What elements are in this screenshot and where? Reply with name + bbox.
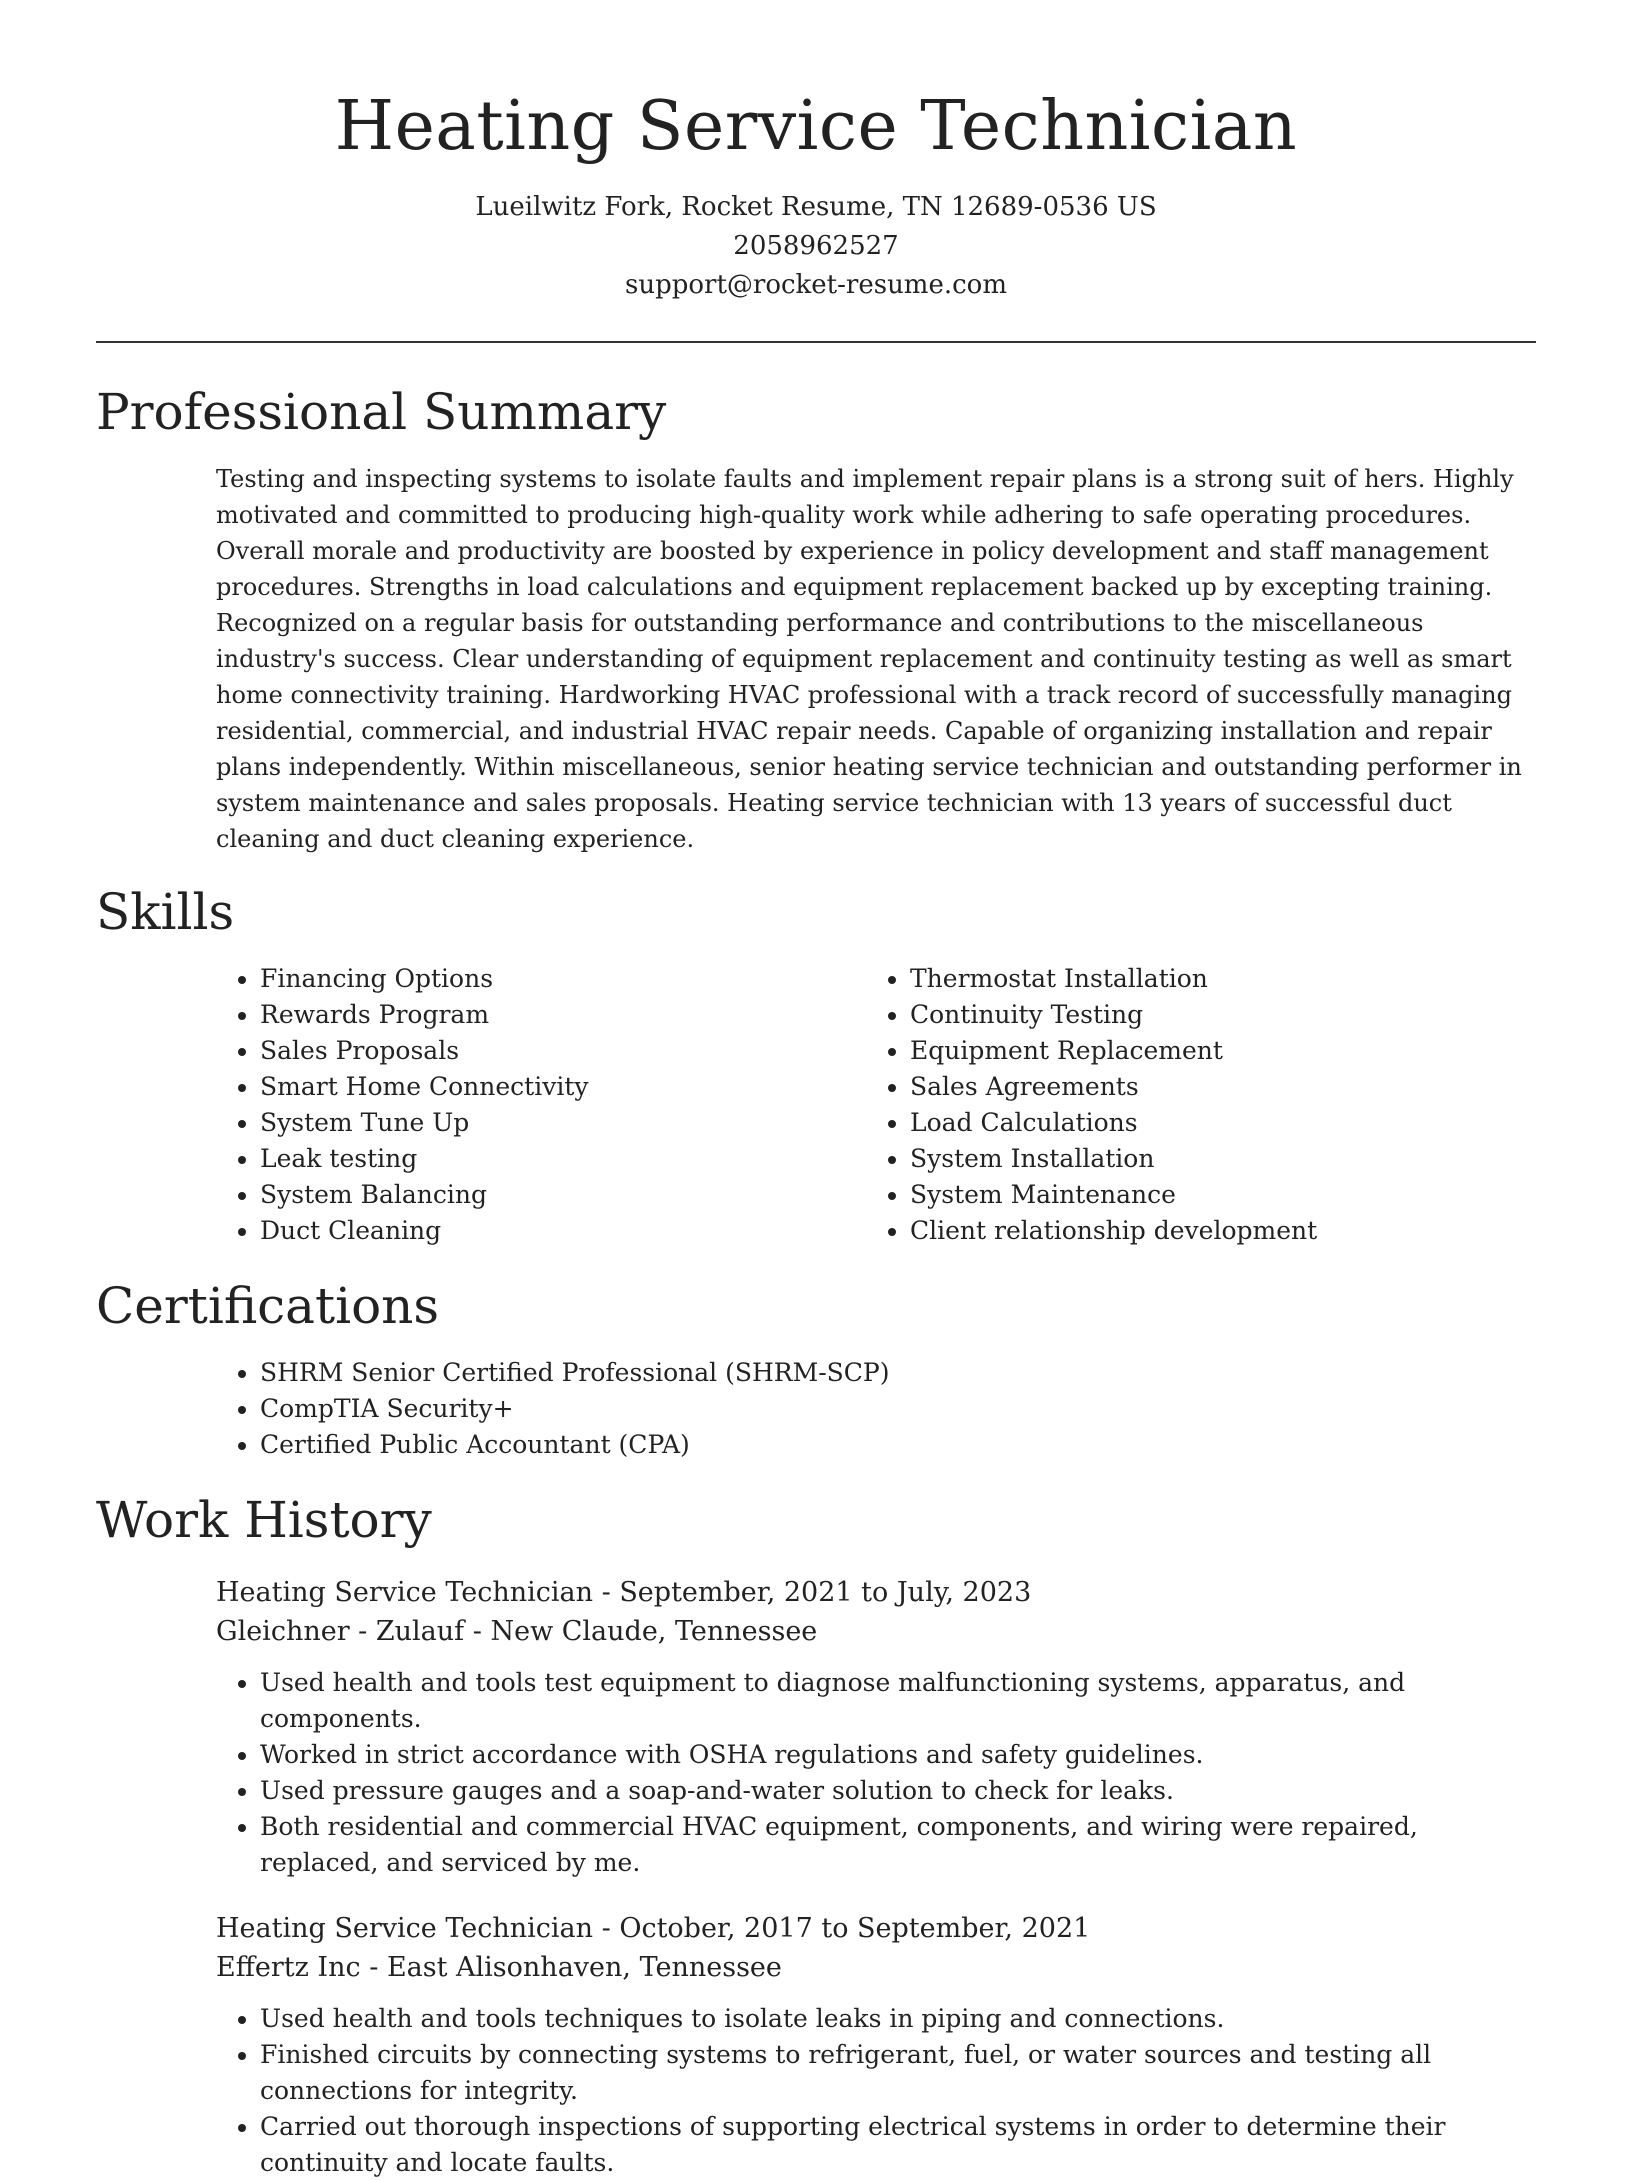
job-company-line: Effertz Inc - East Alisonhaven, Tennessee — [216, 1952, 782, 1983]
skill-item: • Leak testing — [260, 1141, 866, 1177]
resume-name: Heating Service Technician — [334, 87, 1298, 166]
job-bullet: • Finished circuits by connecting systems to refrigerant, fuel, or water sources and testing all connections for integrity. — [260, 2037, 1536, 2109]
skill-item: • System Balancing — [260, 1177, 866, 1213]
section-title-certifications: Certifications — [96, 1277, 440, 1335]
skill-item: • Sales Agreements — [910, 1069, 1516, 1105]
section-title-work-history: Work History — [96, 1491, 432, 1549]
certifications-block — [216, 1355, 1536, 1463]
skill-item: • Equipment Replacement — [910, 1033, 1516, 1069]
summary-text: Testing and inspecting systems to isolate faults and implement repair plans is a strong suit of hers. Highly motivated and committed to producing high-quality work while adhering to safe operating procedures. Overall morale and productivity are boosted by experience in policy development and staff management procedures. Strengths in load calculations and equipment replacement backed up by excepting training. Recognized on a regular basis for outstanding performance and contributions to the miscellaneous industry's success. Clear understanding of equipment replacement and continuity testing as well as smart home connectivity training. Hardworking HVAC professional with a track record of successfully managing residential, commercial, and industrial HVAC repair needs. Capable of organizing installation and repair plans independently. Within miscellaneous, senior heating service technician and outstanding performer in system maintenance and sales proposals. Heating service technician with 13 years of successful duct cleaning and duct cleaning experience. — [216, 465, 1522, 853]
job-entry — [216, 1573, 1536, 1881]
skills-list-right — [866, 961, 1516, 1249]
contact-email: support@rocket-resume.com — [624, 270, 1007, 300]
skill-item: • System Tune Up — [260, 1105, 866, 1141]
skills-list-left — [216, 961, 866, 1249]
certification-item: • CompTIA Security+ — [260, 1391, 1536, 1427]
section-title-summary: Professional Summary — [96, 383, 667, 441]
job-bullets — [216, 1665, 1536, 1881]
skill-item: • System Installation — [910, 1141, 1516, 1177]
job-title-line: Heating Service Technician - September, 2021 to July, 2023 — [216, 1577, 1032, 1608]
job-company-line: Gleichner - Zulauf - New Claude, Tennessee — [216, 1616, 818, 1647]
skill-item: • Rewards Program — [260, 997, 866, 1033]
skill-item: • Continuity Testing — [910, 997, 1516, 1033]
skill-item: • Smart Home Connectivity — [260, 1069, 866, 1105]
job-bullet: • Used pressure gauges and a soap-and-water solution to check for leaks. — [260, 1773, 1536, 1809]
job-bullet: • Used health and tools test equipment to diagnose malfunctioning systems, apparatus, and components. — [260, 1665, 1536, 1737]
job-bullet: • Carried out thorough inspections of supporting electrical systems in order to determine their continuity and locate faults. — [260, 2109, 1536, 2181]
contact-block — [96, 188, 1536, 305]
skill-item: • Thermostat Installation — [910, 961, 1516, 997]
skill-item: • Sales Proposals — [260, 1033, 866, 1069]
job-dates: October, 2017 to September, 2021 — [619, 1913, 1091, 1944]
job-bullets — [216, 2001, 1536, 2181]
certification-item: • Certified Public Accountant (CPA) — [260, 1427, 1536, 1463]
skill-item: • System Maintenance — [910, 1177, 1516, 1213]
job-bullet: • Worked in strict accordance with OSHA regulations and safety guidelines. — [260, 1737, 1536, 1773]
job-title-line: Heating Service Technician - October, 2017 to September, 2021 — [216, 1913, 1091, 1944]
section-title-skills: Skills — [96, 883, 235, 941]
certification-item: • SHRM Senior Certified Professional (SHRM-SCP) — [260, 1355, 1536, 1391]
job-role: Heating Service Technician — [216, 1913, 593, 1944]
job-company: Effertz Inc — [216, 1952, 361, 1983]
job-bullet: • Both residential and commercial HVAC equipment, components, and wiring were repaired, replaced, and serviced by me. — [260, 1809, 1536, 1881]
job-location: New Claude, Tennessee — [490, 1616, 818, 1647]
job-location: East Alisonhaven, Tennessee — [386, 1952, 782, 1983]
skill-item: • Client relationship development — [910, 1213, 1516, 1249]
job-bullet: • Used health and tools techniques to isolate leaks in piping and connections. — [260, 2001, 1536, 2037]
skill-item: • Financing Options — [260, 961, 866, 997]
skills-columns — [216, 961, 1536, 1249]
skill-item: • Load Calculations — [910, 1105, 1516, 1141]
contact-address: Lueilwitz Fork, Rocket Resume, TN 12689-0536 US — [475, 192, 1157, 222]
job-entry — [216, 1909, 1536, 2181]
skill-item: • Duct Cleaning — [260, 1213, 866, 1249]
job-dates: September, 2021 to July, 2023 — [619, 1577, 1032, 1608]
job-company: Gleichner - Zulauf — [216, 1616, 465, 1647]
resume-page — [96, 0, 1536, 2181]
job-role: Heating Service Technician — [216, 1577, 593, 1608]
certifications-list — [216, 1355, 1536, 1463]
header-divider — [96, 341, 1536, 343]
contact-phone: 2058962527 — [733, 231, 899, 261]
